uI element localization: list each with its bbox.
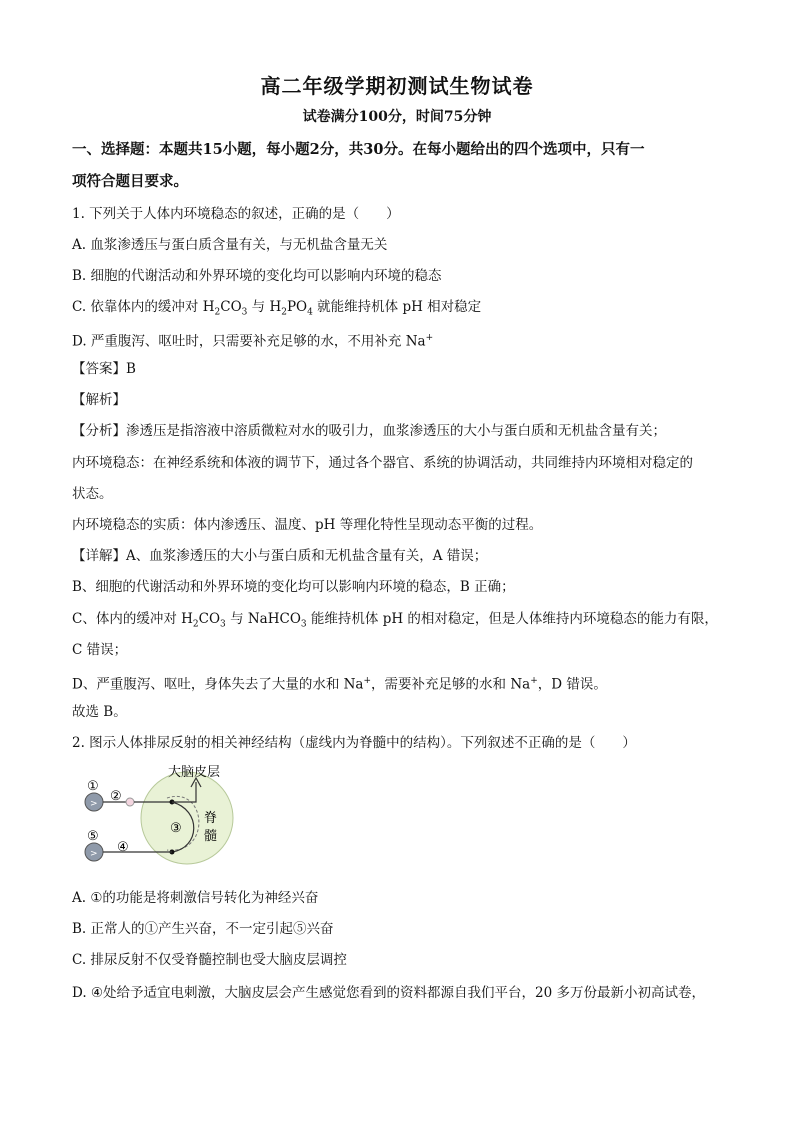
label-5: ⑤: [87, 829, 99, 844]
q2-option-a: A. ①的功能是将刺激信号转化为神经兴奋: [72, 890, 319, 906]
q1-analysis-2: 内环境稳态：在神经系统和体液的调节下，通过各个器官、系统的协调活动，共同维持内环境相对稳定的: [72, 455, 693, 471]
q1-option-d: D. 严重腹泻、呕吐时，只需要补充足够的水，不用补充 Na+: [72, 333, 434, 350]
ganglion: [126, 798, 134, 806]
q1-analysis-3: 状态。: [72, 486, 113, 502]
page-title: 高二年级学期初测试生物试卷: [260, 74, 534, 98]
cortex-label: 大脑皮层: [168, 765, 221, 780]
q1-analysis-4: 内环境稳态的实质：体内渗透压、温度、pH 等理化特性呈现动态平衡的过程。: [72, 517, 543, 533]
q1-answer: 【答案】B: [72, 361, 136, 377]
spine-label-1: 脊: [204, 811, 218, 826]
q1-stem: 1. 下列关于人体内环境稳态的叙述，正确的是（ ）: [72, 206, 400, 222]
section-heading-line2: 项符合题目要求。: [72, 173, 188, 190]
q1-conclusion: 故选 B。: [72, 704, 127, 720]
q1-detail-3: C、体内的缓冲对 $H_2CO_3$ 与 NaHCO$_3$ 能维持机体 pH 的相对稳定，但是人体维持内环境稳态的能力有限，: [72, 611, 718, 630]
q1-analysis-1: 【分析】渗透压是指溶液中溶质微粒对水的吸引力，血浆渗透压的大小与蛋白质和无机盐含量有关；: [72, 423, 666, 439]
q1-detail-5: D、严重腹泻、呕吐，身体失去了大量的水和 Na+，需要补充足够的水和 Na+，D 错误。: [72, 676, 607, 693]
q1-option-b: B. 细胞的代谢活动和外界环境的变化均可以影响内环境的稳态: [72, 268, 442, 284]
spine-label-2: 髓: [204, 829, 218, 844]
q1-analysis-tag: 【解析】: [72, 392, 126, 408]
q2-option-c: C. 排尿反射不仅受脊髓控制也受大脑皮层调控: [72, 952, 347, 968]
page-subtitle: 试卷满分100分，时间75分钟: [302, 109, 492, 125]
label-3: ③: [170, 821, 182, 836]
section-heading-line1: 一、选择题：本题共15小题，每小题2分，共30分。在每小题给出的四个选项中，只有一: [72, 141, 645, 158]
label-1: ①: [87, 779, 99, 794]
q1-detail-4: C 错误；: [72, 642, 128, 658]
q2-option-b: B. 正常人的①产生兴奋，不一定引起⑤兴奋: [72, 921, 334, 937]
label-4: ④: [117, 840, 129, 855]
label-2: ②: [110, 789, 122, 804]
receptor-arrow-icon: >: [90, 799, 98, 809]
effector-arrow-icon: >: [90, 849, 98, 859]
q1-option-a: A. 血浆渗透压与蛋白质含量有关，与无机盐含量无关: [72, 237, 388, 253]
q1-option-c: C. 依靠体内的缓冲对 $H_2CO_3$ 与 $H_2PO_4$ 就能维持机体 pH 相对稳定: [72, 299, 482, 318]
q1-detail-1: 【详解】A、血浆渗透压的大小与蛋白质和无机盐含量有关，A 错误；: [72, 548, 488, 564]
q1-detail-2: B、细胞的代谢活动和外界环境的变化均可以影响内环境的稳态，B 正确；: [72, 579, 515, 595]
spinal-cord-region: [141, 772, 233, 864]
q2-option-d: D. ④处给予适宜电刺激，大脑皮层会产生感觉您看到的资料都源自我们平台，20 多万份最新小初高试卷，: [72, 985, 705, 1001]
reflex-arc-figure: [72, 760, 242, 870]
q2-stem: 2. 图示人体排尿反射的相关神经结构（虚线内为脊髓中的结构）。下列叙述不正确的是（ ）: [72, 735, 636, 751]
